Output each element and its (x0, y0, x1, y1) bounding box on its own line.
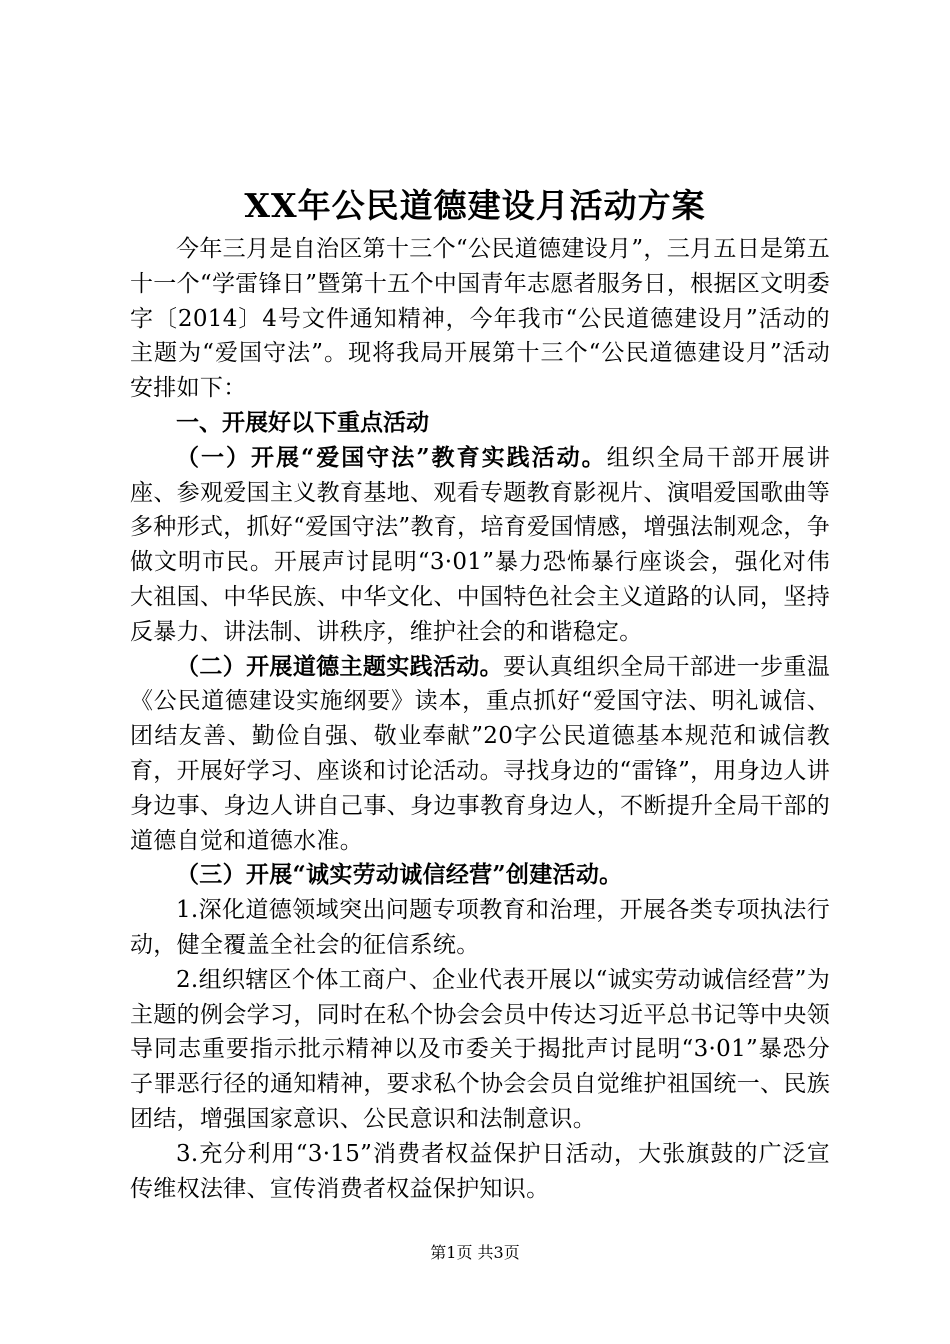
item-3-lead: （三）开展“诚实劳动诚信经营”创建活动。 (176, 861, 623, 889)
item-1-body: 组织全局干部开展讲座、参观爱国主义教育基地、观看专题教育影视片、演唱爱国歌曲等多种形式，抓好“爱国守法”教育，培育爱国情感，增强法制观念，争做文明市民。开展声讨昆明“3·01”暴力恐怖暴行座谈会，强化对伟大祖国、中华民族、中华文化、中国特色社会主义道路的认同，坚持反暴力、讲法制、讲秩序，维护社会的和谐稳定。 (130, 444, 830, 645)
item-1-paragraph (130, 441, 830, 650)
item-1-lead: （一）开展“爱国守法”教育实践活动。 (176, 443, 607, 471)
sub-item-1: 1.深化道德领域突出问题专项教育和治理，开展各类专项执法行动，健全覆盖全社会的征信系统。 (130, 897, 830, 958)
item-2-body: 要认真组织全局干部进一步重温《公民道德建设实施纲要》读本，重点抓好“爱国守法、明礼诚信、团结友善、勤俭自强、敬业奉献”20字公民道德基本规范和诚信教育，开展好学习、座谈和讨论活动。寻找身边的“雷锋”，用身边人讲身边事、身边人讲自己事、身边事教育身边人，不断提升全局干部的道德自觉和道德水准。 (130, 653, 830, 854)
document-body (130, 232, 830, 1206)
intro-paragraph: 今年三月是自治区第十三个“公民道德建设月”，三月五日是第五十一个“学雷锋日”暨第十五个中国青年志愿者服务日，根据区文明委字〔2014〕4号文件通知精神，今年我市“公民道德建设月”活动的主题为“爱国守法”。现将我局开展第十三个“公民道德建设月”活动安排如下： (130, 236, 830, 402)
item-3-paragraph (130, 858, 830, 893)
page-footer: 第1页 共3页 (430, 1243, 520, 1262)
item-2-paragraph (130, 650, 830, 859)
sub-item-3: 3.充分利用“3·15”消费者权益保护日活动，大张旗鼓的广泛宣传维权法律、宣传消费者权益保护知识。 (130, 1140, 830, 1202)
document-title: XX年公民道德建设月活动方案 (244, 186, 706, 225)
item-2-lead: （二）开展道德主题实践活动。 (176, 652, 504, 680)
section-heading-1: 一、开展好以下重点活动 (176, 408, 429, 436)
sub-item-2: 2.组织辖区个体工商户、企业代表开展以“诚实劳动诚信经营”为主题的例会学习，同时在私个协会会员中传达习近平总书记等中央领导同志重要指示批示精神以及市委关于揭批声讨昆明“3·01”暴恐分子罪恶行径的通知精神，要求私个协会会员自觉维护祖国统一、民族团结，增强国家意识、公民意识和法制意识。 (130, 966, 830, 1132)
